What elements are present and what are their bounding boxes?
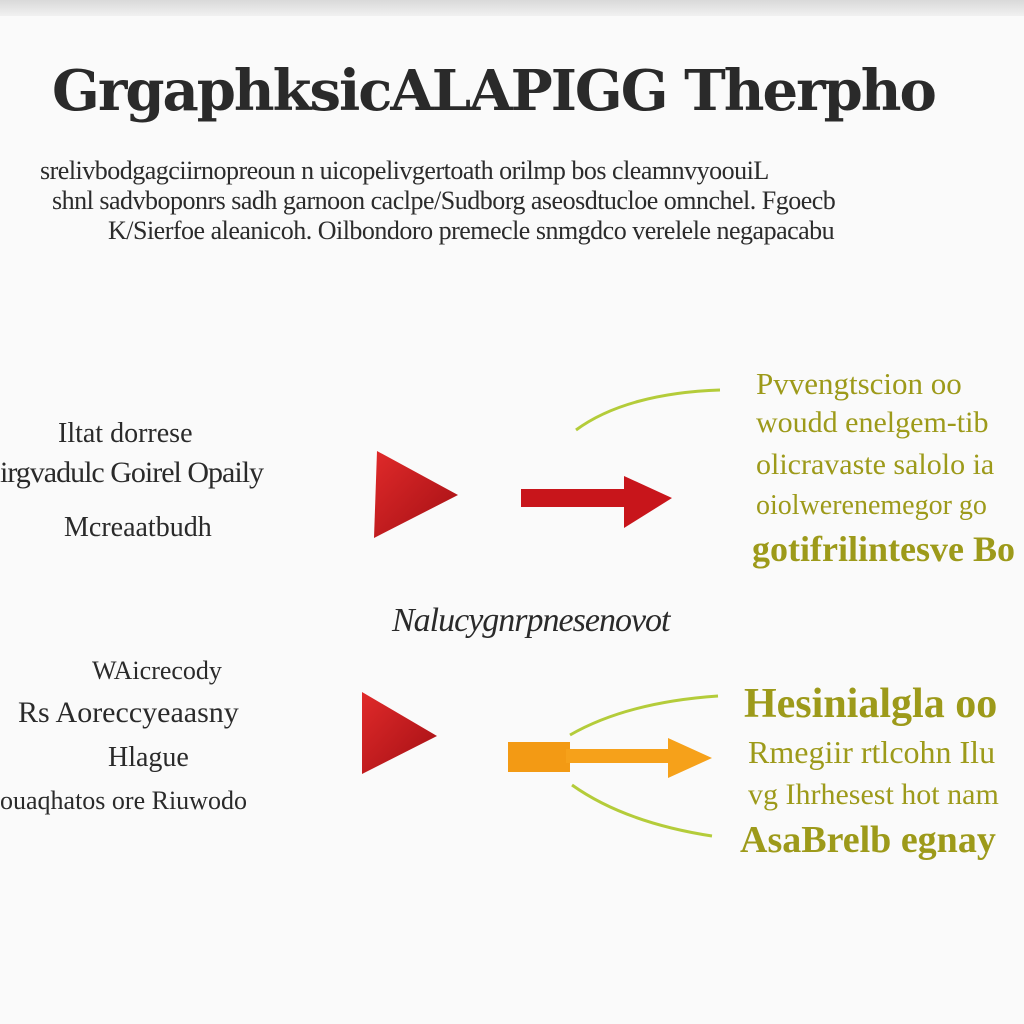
section-2-output-2: Rmegiir rtlcohn Ilu — [748, 734, 996, 770]
section-2-label-3: Hlague — [108, 742, 189, 773]
section-2-output-3: vg Ihrhesest hot nam — [748, 778, 999, 811]
section-2-output-1: Hesinialgla oo — [744, 681, 998, 727]
subtitle-line-2: shnl sadvboponrs sadh garnoon caclpe/Sudborg aseosdtucloe omnchel. Fgoecb — [52, 186, 836, 215]
section-1-output-3: olicravaste salolo ia — [756, 448, 995, 481]
section-1-label-1: Iltat dorrese — [58, 418, 193, 449]
section-1-label-3: Mcreaatbudh — [64, 512, 212, 543]
diagram-title: GrgaphksicALAPIGG Therpho — [52, 58, 935, 124]
section-2-green-curve-bottom — [572, 785, 712, 836]
section-1-green-curve — [576, 390, 720, 430]
red-triangle-icon — [374, 451, 458, 538]
subtitle-line-1: srelivbodgagciirnopreoun n uicopelivgertoath orilmp bos cleamnvyoouiL — [40, 156, 769, 185]
section-2-label-1: WAicrecody — [92, 656, 222, 685]
section-2-label-2: Rs Aoreccyeaasny — [18, 696, 239, 729]
section-2-label-4: ouaqhatos ore Riuwodo — [0, 786, 247, 815]
subtitle-line-3: K/Sierfoe aleanicoh. Oilbondoro premecle snmgdco verelele negapacabu — [108, 216, 835, 245]
middle-label: Nalucygnrpnesenovot — [392, 602, 670, 639]
section-1-label-2: irgvadulc Goirel Opaily — [0, 456, 264, 489]
section-1-output-1: Pvvengtscion oo — [756, 366, 962, 401]
section-1-output-5: gotifrilintesve Bo — [752, 529, 1015, 569]
section-1-output-2: woudd enelgem-tib — [756, 406, 989, 439]
right-arrow-icon — [521, 476, 672, 528]
section-2-green-curve-top — [570, 696, 718, 735]
section-2-output-4: AsaBrelb egnay — [740, 819, 996, 861]
section-1-output-4: oiolwerenemegor go — [756, 490, 987, 521]
red-triangle-icon — [362, 692, 437, 774]
right-arrow-icon — [508, 738, 712, 778]
